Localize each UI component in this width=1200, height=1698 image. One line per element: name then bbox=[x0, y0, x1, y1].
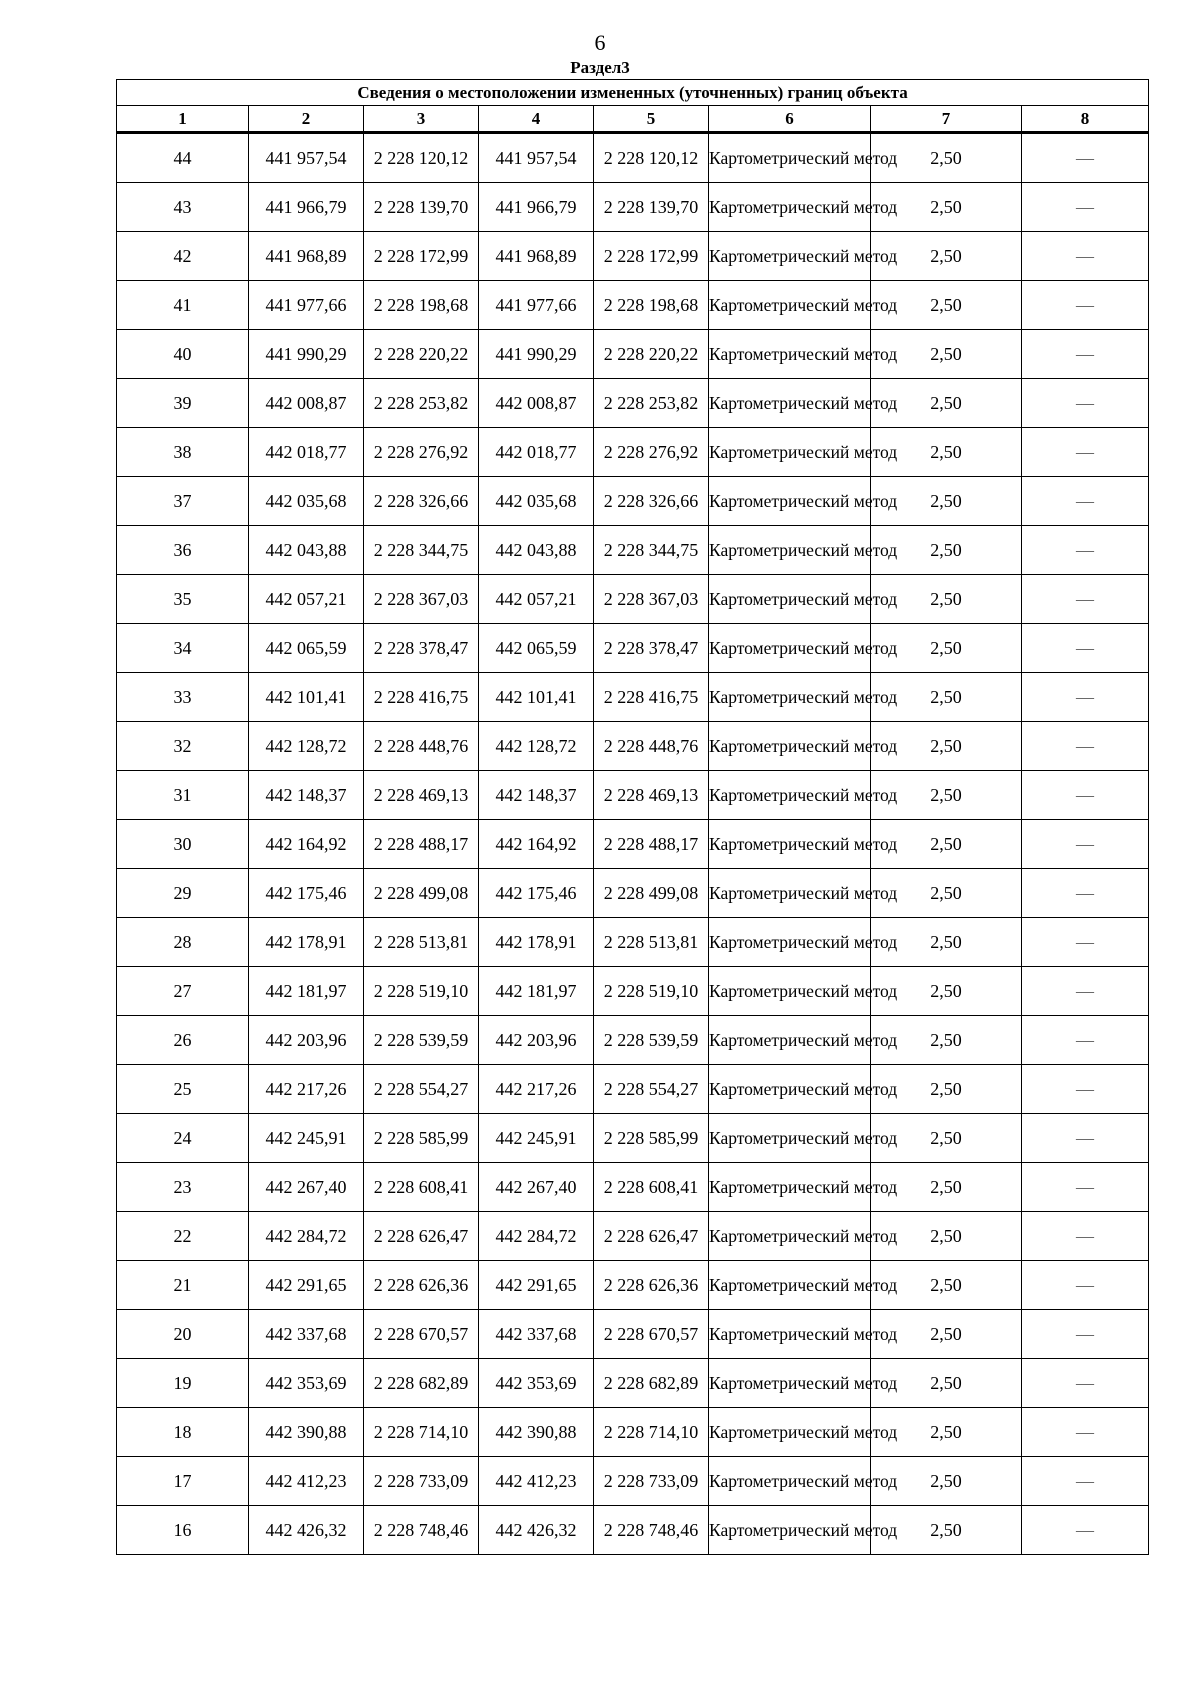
column-number: 2 bbox=[249, 106, 364, 133]
x-old-cell: 442 337,68 bbox=[249, 1310, 364, 1359]
x-new-cell: 441 968,89 bbox=[479, 232, 594, 281]
description-cell: — bbox=[1022, 575, 1149, 624]
description-cell: — bbox=[1022, 820, 1149, 869]
y-old-cell: 2 228 499,08 bbox=[364, 869, 479, 918]
y-new-cell: 2 228 198,68 bbox=[594, 281, 709, 330]
method-cell: Картометрический метод bbox=[709, 183, 871, 232]
x-old-cell: 442 008,87 bbox=[249, 379, 364, 428]
y-new-cell: 2 228 172,99 bbox=[594, 232, 709, 281]
point-number-cell: 43 bbox=[117, 183, 249, 232]
description-cell: — bbox=[1022, 1114, 1149, 1163]
coordinates-table bbox=[116, 79, 1149, 1555]
y-old-cell: 2 228 139,70 bbox=[364, 183, 479, 232]
y-new-cell: 2 228 670,57 bbox=[594, 1310, 709, 1359]
description-cell: — bbox=[1022, 232, 1149, 281]
x-new-cell: 442 245,91 bbox=[479, 1114, 594, 1163]
x-old-cell: 442 203,96 bbox=[249, 1016, 364, 1065]
description-cell: — bbox=[1022, 1016, 1149, 1065]
description-cell: — bbox=[1022, 918, 1149, 967]
table-row bbox=[117, 183, 1149, 232]
y-new-cell: 2 228 682,89 bbox=[594, 1359, 709, 1408]
method-cell: Картометрический метод bbox=[709, 1408, 871, 1457]
x-new-cell: 442 164,92 bbox=[479, 820, 594, 869]
point-number-cell: 38 bbox=[117, 428, 249, 477]
x-old-cell: 442 412,23 bbox=[249, 1457, 364, 1506]
x-old-cell: 442 181,97 bbox=[249, 967, 364, 1016]
point-number-cell: 42 bbox=[117, 232, 249, 281]
table-row bbox=[117, 477, 1149, 526]
point-number-cell: 30 bbox=[117, 820, 249, 869]
accuracy-cell: 2,50 bbox=[871, 1114, 1022, 1163]
y-old-cell: 2 228 748,46 bbox=[364, 1506, 479, 1555]
point-number-cell: 21 bbox=[117, 1261, 249, 1310]
method-cell: Картометрический метод bbox=[709, 918, 871, 967]
method-cell: Картометрический метод bbox=[709, 869, 871, 918]
x-old-cell: 442 101,41 bbox=[249, 673, 364, 722]
x-old-cell: 441 957,54 bbox=[249, 133, 364, 183]
y-new-cell: 2 228 733,09 bbox=[594, 1457, 709, 1506]
description-cell: — bbox=[1022, 183, 1149, 232]
y-old-cell: 2 228 714,10 bbox=[364, 1408, 479, 1457]
x-old-cell: 442 267,40 bbox=[249, 1163, 364, 1212]
point-number-cell: 33 bbox=[117, 673, 249, 722]
description-cell: — bbox=[1022, 722, 1149, 771]
y-old-cell: 2 228 172,99 bbox=[364, 232, 479, 281]
table-row bbox=[117, 1016, 1149, 1065]
table-row bbox=[117, 673, 1149, 722]
description-cell: — bbox=[1022, 1408, 1149, 1457]
point-number-cell: 35 bbox=[117, 575, 249, 624]
y-new-cell: 2 228 714,10 bbox=[594, 1408, 709, 1457]
x-new-cell: 442 008,87 bbox=[479, 379, 594, 428]
accuracy-cell: 2,50 bbox=[871, 281, 1022, 330]
description-cell: — bbox=[1022, 967, 1149, 1016]
x-old-cell: 442 164,92 bbox=[249, 820, 364, 869]
accuracy-cell: 2,50 bbox=[871, 1457, 1022, 1506]
y-old-cell: 2 228 513,81 bbox=[364, 918, 479, 967]
x-new-cell: 442 412,23 bbox=[479, 1457, 594, 1506]
y-old-cell: 2 228 253,82 bbox=[364, 379, 479, 428]
y-new-cell: 2 228 539,59 bbox=[594, 1016, 709, 1065]
method-cell: Картометрический метод bbox=[709, 1016, 871, 1065]
method-cell: Картометрический метод bbox=[709, 722, 871, 771]
y-new-cell: 2 228 608,41 bbox=[594, 1163, 709, 1212]
accuracy-cell: 2,50 bbox=[871, 1506, 1022, 1555]
description-cell: — bbox=[1022, 673, 1149, 722]
accuracy-cell: 2,50 bbox=[871, 379, 1022, 428]
table-row bbox=[117, 1506, 1149, 1555]
x-new-cell: 442 148,37 bbox=[479, 771, 594, 820]
x-new-cell: 442 128,72 bbox=[479, 722, 594, 771]
accuracy-cell: 2,50 bbox=[871, 1212, 1022, 1261]
y-old-cell: 2 228 198,68 bbox=[364, 281, 479, 330]
y-old-cell: 2 228 276,92 bbox=[364, 428, 479, 477]
column-number: 6 bbox=[709, 106, 871, 133]
y-old-cell: 2 228 344,75 bbox=[364, 526, 479, 575]
description-cell: — bbox=[1022, 379, 1149, 428]
y-old-cell: 2 228 378,47 bbox=[364, 624, 479, 673]
table-row bbox=[117, 330, 1149, 379]
table-row bbox=[117, 379, 1149, 428]
point-number-cell: 29 bbox=[117, 869, 249, 918]
section-title: Раздел3 bbox=[570, 58, 630, 77]
x-new-cell: 442 267,40 bbox=[479, 1163, 594, 1212]
method-cell: Картометрический метод bbox=[709, 771, 871, 820]
x-old-cell: 442 035,68 bbox=[249, 477, 364, 526]
accuracy-cell: 2,50 bbox=[871, 526, 1022, 575]
x-old-cell: 442 043,88 bbox=[249, 526, 364, 575]
table-row bbox=[117, 722, 1149, 771]
y-new-cell: 2 228 626,36 bbox=[594, 1261, 709, 1310]
description-cell: — bbox=[1022, 526, 1149, 575]
table-caption: Сведения о местоположении измененных (уточненных) границ объекта bbox=[117, 80, 1149, 106]
column-number: 4 bbox=[479, 106, 594, 133]
y-old-cell: 2 228 608,41 bbox=[364, 1163, 479, 1212]
x-new-cell: 442 178,91 bbox=[479, 918, 594, 967]
table-row bbox=[117, 1261, 1149, 1310]
method-cell: Картометрический метод bbox=[709, 1310, 871, 1359]
description-cell: — bbox=[1022, 1457, 1149, 1506]
column-number: 5 bbox=[594, 106, 709, 133]
page-number: 6 bbox=[594, 30, 606, 55]
description-cell: — bbox=[1022, 1506, 1149, 1555]
method-cell: Картометрический метод bbox=[709, 1212, 871, 1261]
x-new-cell: 442 101,41 bbox=[479, 673, 594, 722]
y-old-cell: 2 228 367,03 bbox=[364, 575, 479, 624]
method-cell: Картометрический метод bbox=[709, 281, 871, 330]
x-old-cell: 441 966,79 bbox=[249, 183, 364, 232]
table-row bbox=[117, 133, 1149, 183]
y-old-cell: 2 228 539,59 bbox=[364, 1016, 479, 1065]
y-old-cell: 2 228 554,27 bbox=[364, 1065, 479, 1114]
accuracy-cell: 2,50 bbox=[871, 477, 1022, 526]
point-number-cell: 28 bbox=[117, 918, 249, 967]
x-old-cell: 442 057,21 bbox=[249, 575, 364, 624]
y-old-cell: 2 228 488,17 bbox=[364, 820, 479, 869]
table-row bbox=[117, 1457, 1149, 1506]
y-new-cell: 2 228 748,46 bbox=[594, 1506, 709, 1555]
y-new-cell: 2 228 448,76 bbox=[594, 722, 709, 771]
x-new-cell: 441 957,54 bbox=[479, 133, 594, 183]
point-number-cell: 20 bbox=[117, 1310, 249, 1359]
method-cell: Картометрический метод bbox=[709, 1114, 871, 1163]
method-cell: Картометрический метод bbox=[709, 232, 871, 281]
method-cell: Картометрический метод bbox=[709, 330, 871, 379]
x-new-cell: 441 990,29 bbox=[479, 330, 594, 379]
description-cell: — bbox=[1022, 1359, 1149, 1408]
x-new-cell: 442 217,26 bbox=[479, 1065, 594, 1114]
accuracy-cell: 2,50 bbox=[871, 820, 1022, 869]
method-cell: Картометрический метод bbox=[709, 673, 871, 722]
method-cell: Картометрический метод bbox=[709, 1359, 871, 1408]
y-old-cell: 2 228 733,09 bbox=[364, 1457, 479, 1506]
y-old-cell: 2 228 626,47 bbox=[364, 1212, 479, 1261]
method-cell: Картометрический метод bbox=[709, 1506, 871, 1555]
point-number-cell: 17 bbox=[117, 1457, 249, 1506]
column-number: 1 bbox=[117, 106, 249, 133]
y-new-cell: 2 228 367,03 bbox=[594, 575, 709, 624]
y-new-cell: 2 228 626,47 bbox=[594, 1212, 709, 1261]
accuracy-cell: 2,50 bbox=[871, 1016, 1022, 1065]
y-new-cell: 2 228 276,92 bbox=[594, 428, 709, 477]
table-row bbox=[117, 1212, 1149, 1261]
x-new-cell: 442 175,46 bbox=[479, 869, 594, 918]
y-new-cell: 2 228 499,08 bbox=[594, 869, 709, 918]
table-row bbox=[117, 869, 1149, 918]
x-new-cell: 442 035,68 bbox=[479, 477, 594, 526]
x-old-cell: 442 426,32 bbox=[249, 1506, 364, 1555]
accuracy-cell: 2,50 bbox=[871, 722, 1022, 771]
method-cell: Картометрический метод bbox=[709, 820, 871, 869]
description-cell: — bbox=[1022, 1065, 1149, 1114]
y-new-cell: 2 228 139,70 bbox=[594, 183, 709, 232]
point-number-cell: 18 bbox=[117, 1408, 249, 1457]
method-cell: Картометрический метод bbox=[709, 1065, 871, 1114]
table-row bbox=[117, 428, 1149, 477]
x-old-cell: 441 968,89 bbox=[249, 232, 364, 281]
x-new-cell: 442 043,88 bbox=[479, 526, 594, 575]
y-new-cell: 2 228 585,99 bbox=[594, 1114, 709, 1163]
method-cell: Картометрический метод bbox=[709, 575, 871, 624]
table-body bbox=[117, 133, 1149, 1555]
table-row bbox=[117, 967, 1149, 1016]
table-row bbox=[117, 1114, 1149, 1163]
accuracy-cell: 2,50 bbox=[871, 624, 1022, 673]
y-old-cell: 2 228 326,66 bbox=[364, 477, 479, 526]
point-number-cell: 25 bbox=[117, 1065, 249, 1114]
x-new-cell: 442 181,97 bbox=[479, 967, 594, 1016]
point-number-cell: 19 bbox=[117, 1359, 249, 1408]
column-number: 3 bbox=[364, 106, 479, 133]
accuracy-cell: 2,50 bbox=[871, 673, 1022, 722]
y-new-cell: 2 228 344,75 bbox=[594, 526, 709, 575]
y-new-cell: 2 228 469,13 bbox=[594, 771, 709, 820]
accuracy-cell: 2,50 bbox=[871, 918, 1022, 967]
method-cell: Картометрический метод bbox=[709, 133, 871, 183]
accuracy-cell: 2,50 bbox=[871, 330, 1022, 379]
method-cell: Картометрический метод bbox=[709, 526, 871, 575]
y-new-cell: 2 228 416,75 bbox=[594, 673, 709, 722]
column-number-row bbox=[117, 106, 1149, 133]
accuracy-cell: 2,50 bbox=[871, 1310, 1022, 1359]
x-new-cell: 442 203,96 bbox=[479, 1016, 594, 1065]
table-row bbox=[117, 575, 1149, 624]
accuracy-cell: 2,50 bbox=[871, 1163, 1022, 1212]
x-old-cell: 442 284,72 bbox=[249, 1212, 364, 1261]
y-old-cell: 2 228 519,10 bbox=[364, 967, 479, 1016]
accuracy-cell: 2,50 bbox=[871, 232, 1022, 281]
x-old-cell: 441 990,29 bbox=[249, 330, 364, 379]
table-row bbox=[117, 624, 1149, 673]
column-number: 8 bbox=[1022, 106, 1149, 133]
x-new-cell: 442 390,88 bbox=[479, 1408, 594, 1457]
x-new-cell: 441 977,66 bbox=[479, 281, 594, 330]
y-old-cell: 2 228 416,75 bbox=[364, 673, 479, 722]
x-new-cell: 442 291,65 bbox=[479, 1261, 594, 1310]
method-cell: Картометрический метод bbox=[709, 1261, 871, 1310]
table-row bbox=[117, 1359, 1149, 1408]
y-old-cell: 2 228 469,13 bbox=[364, 771, 479, 820]
y-old-cell: 2 228 585,99 bbox=[364, 1114, 479, 1163]
description-cell: — bbox=[1022, 477, 1149, 526]
accuracy-cell: 2,50 bbox=[871, 771, 1022, 820]
x-new-cell: 441 966,79 bbox=[479, 183, 594, 232]
x-old-cell: 442 353,69 bbox=[249, 1359, 364, 1408]
x-old-cell: 442 178,91 bbox=[249, 918, 364, 967]
x-old-cell: 442 390,88 bbox=[249, 1408, 364, 1457]
description-cell: — bbox=[1022, 1310, 1149, 1359]
point-number-cell: 44 bbox=[117, 133, 249, 183]
column-number: 7 bbox=[871, 106, 1022, 133]
point-number-cell: 34 bbox=[117, 624, 249, 673]
y-new-cell: 2 228 554,27 bbox=[594, 1065, 709, 1114]
point-number-cell: 41 bbox=[117, 281, 249, 330]
point-number-cell: 39 bbox=[117, 379, 249, 428]
description-cell: — bbox=[1022, 869, 1149, 918]
y-new-cell: 2 228 519,10 bbox=[594, 967, 709, 1016]
description-cell: — bbox=[1022, 133, 1149, 183]
description-cell: — bbox=[1022, 1212, 1149, 1261]
point-number-cell: 31 bbox=[117, 771, 249, 820]
x-old-cell: 442 065,59 bbox=[249, 624, 364, 673]
table-row bbox=[117, 1065, 1149, 1114]
accuracy-cell: 2,50 bbox=[871, 1065, 1022, 1114]
point-number-cell: 24 bbox=[117, 1114, 249, 1163]
x-new-cell: 442 065,59 bbox=[479, 624, 594, 673]
accuracy-cell: 2,50 bbox=[871, 428, 1022, 477]
method-cell: Картометрический метод bbox=[709, 1457, 871, 1506]
accuracy-cell: 2,50 bbox=[871, 967, 1022, 1016]
point-number-cell: 32 bbox=[117, 722, 249, 771]
x-new-cell: 442 284,72 bbox=[479, 1212, 594, 1261]
y-new-cell: 2 228 120,12 bbox=[594, 133, 709, 183]
x-new-cell: 442 057,21 bbox=[479, 575, 594, 624]
table-row bbox=[117, 281, 1149, 330]
accuracy-cell: 2,50 bbox=[871, 575, 1022, 624]
accuracy-cell: 2,50 bbox=[871, 1261, 1022, 1310]
point-number-cell: 27 bbox=[117, 967, 249, 1016]
point-number-cell: 36 bbox=[117, 526, 249, 575]
y-new-cell: 2 228 378,47 bbox=[594, 624, 709, 673]
method-cell: Картометрический метод bbox=[709, 1163, 871, 1212]
y-old-cell: 2 228 670,57 bbox=[364, 1310, 479, 1359]
accuracy-cell: 2,50 bbox=[871, 1359, 1022, 1408]
point-number-cell: 22 bbox=[117, 1212, 249, 1261]
point-number-cell: 23 bbox=[117, 1163, 249, 1212]
accuracy-cell: 2,50 bbox=[871, 869, 1022, 918]
description-cell: — bbox=[1022, 1163, 1149, 1212]
point-number-cell: 40 bbox=[117, 330, 249, 379]
method-cell: Картометрический метод bbox=[709, 379, 871, 428]
table-row bbox=[117, 918, 1149, 967]
description-cell: — bbox=[1022, 1261, 1149, 1310]
point-number-cell: 26 bbox=[117, 1016, 249, 1065]
y-old-cell: 2 228 448,76 bbox=[364, 722, 479, 771]
description-cell: — bbox=[1022, 330, 1149, 379]
y-old-cell: 2 228 120,12 bbox=[364, 133, 479, 183]
x-old-cell: 442 245,91 bbox=[249, 1114, 364, 1163]
y-new-cell: 2 228 513,81 bbox=[594, 918, 709, 967]
y-new-cell: 2 228 326,66 bbox=[594, 477, 709, 526]
accuracy-cell: 2,50 bbox=[871, 133, 1022, 183]
x-new-cell: 442 018,77 bbox=[479, 428, 594, 477]
y-old-cell: 2 228 220,22 bbox=[364, 330, 479, 379]
description-cell: — bbox=[1022, 624, 1149, 673]
y-old-cell: 2 228 682,89 bbox=[364, 1359, 479, 1408]
method-cell: Картометрический метод bbox=[709, 624, 871, 673]
y-old-cell: 2 228 626,36 bbox=[364, 1261, 479, 1310]
method-cell: Картометрический метод bbox=[709, 428, 871, 477]
table-row bbox=[117, 526, 1149, 575]
description-cell: — bbox=[1022, 771, 1149, 820]
description-cell: — bbox=[1022, 281, 1149, 330]
table-row bbox=[117, 232, 1149, 281]
x-new-cell: 442 337,68 bbox=[479, 1310, 594, 1359]
x-new-cell: 442 426,32 bbox=[479, 1506, 594, 1555]
table-row bbox=[117, 1310, 1149, 1359]
y-new-cell: 2 228 488,17 bbox=[594, 820, 709, 869]
x-old-cell: 442 175,46 bbox=[249, 869, 364, 918]
accuracy-cell: 2,50 bbox=[871, 183, 1022, 232]
method-cell: Картометрический метод bbox=[709, 477, 871, 526]
x-old-cell: 442 018,77 bbox=[249, 428, 364, 477]
table-row bbox=[117, 1163, 1149, 1212]
table-row bbox=[117, 820, 1149, 869]
accuracy-cell: 2,50 bbox=[871, 1408, 1022, 1457]
point-number-cell: 16 bbox=[117, 1506, 249, 1555]
x-old-cell: 442 217,26 bbox=[249, 1065, 364, 1114]
y-new-cell: 2 228 253,82 bbox=[594, 379, 709, 428]
x-old-cell: 442 291,65 bbox=[249, 1261, 364, 1310]
table-row bbox=[117, 1408, 1149, 1457]
description-cell: — bbox=[1022, 428, 1149, 477]
x-new-cell: 442 353,69 bbox=[479, 1359, 594, 1408]
x-old-cell: 442 148,37 bbox=[249, 771, 364, 820]
table-row bbox=[117, 771, 1149, 820]
x-old-cell: 442 128,72 bbox=[249, 722, 364, 771]
method-cell: Картометрический метод bbox=[709, 967, 871, 1016]
point-number-cell: 37 bbox=[117, 477, 249, 526]
x-old-cell: 441 977,66 bbox=[249, 281, 364, 330]
y-new-cell: 2 228 220,22 bbox=[594, 330, 709, 379]
